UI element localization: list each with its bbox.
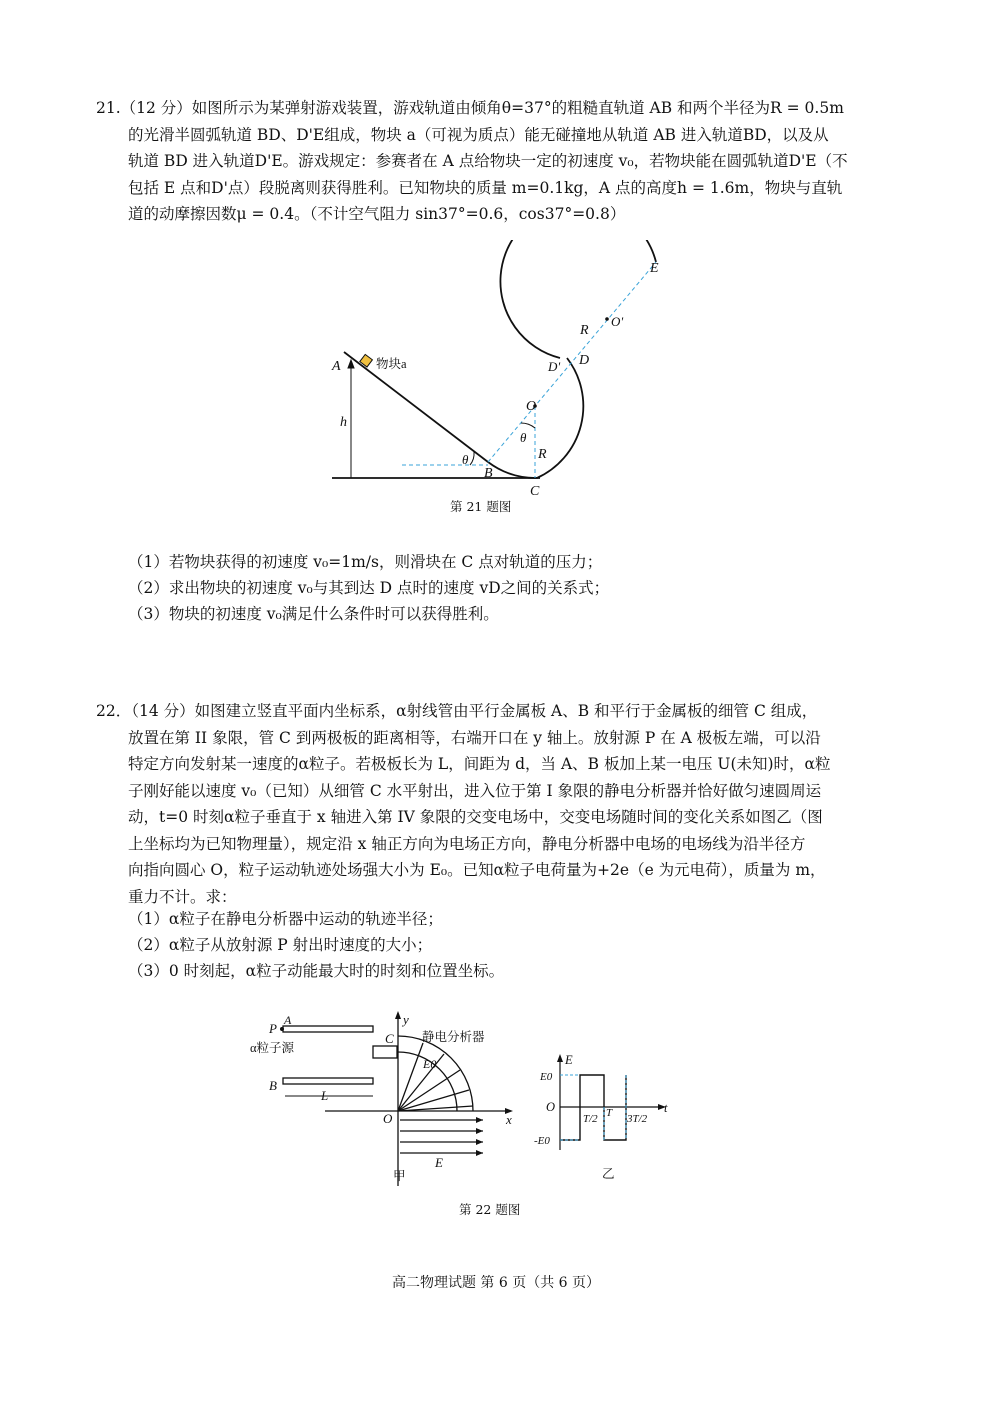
q22-line: 放置在第 II 象限，管 C 到两极板的距离相等，右端开口在 y 轴上。放射源 P 在 A 极板左端，可以沿 [128,728,821,747]
q22-line: 子刚好能以速度 v₀（已知）从细管 C 水平射出，进入位于第 I 象限的静电分析器并恰好做匀速圆周运 [128,781,822,800]
label-half-t: T/2 [583,1113,598,1125]
label-r-lower: R [538,447,547,462]
label-e0: E0 [540,1071,553,1083]
label-origin: O [546,1100,556,1114]
source-p [280,1027,284,1031]
plate-b [283,1078,373,1084]
q21-line: 21.（12 分）如图所示为某弹射游戏装置，游戏轨道由倾角θ=37°的粗糙直轨道 AB 和两个半径为R = 0.5m [96,99,844,117]
label-theta-b: θ [462,452,469,467]
label-theta-o: θ [520,430,527,445]
label-analyzer: 静电分析器 [422,1030,485,1044]
q21-line: 的光滑半圆弧轨道 BD、D'E组成，物块 a（可视为质点）能无碰撞地从轨道 AB 进入轨道BD，以及从 [128,125,829,144]
label-d: D [579,353,590,368]
label-plate-b: B [269,1078,277,1093]
label-x: x [506,1112,512,1127]
q21-question-1: （1）若物块获得的初速度 v₀=1m/s，则滑块在 C 点对轨道的压力； [128,553,603,571]
label-c: C [530,484,540,499]
q21-caption: 第 21 题图 [450,499,512,514]
label-b: B [484,466,493,481]
q22-line: 重力不计。求： [128,887,237,906]
q21-line: 轨道 BD 进入轨道D'E。游戏规定：参赛者在 A 点给物块一定的初速度 v₀，若物块能在圆弧轨道D'E（不 [128,152,848,170]
label-e: E [650,261,659,276]
label-e: E [435,1155,443,1170]
q21-stem [96,95,900,228]
q22-question-3: （3）0 时刻起，α粒子动能最大时的时刻和位置坐标。 [128,962,505,980]
incline-ab [344,352,488,462]
q21-question-3: （3）物块的初速度 v₀满足什么条件时可以获得胜利。 [128,605,499,623]
q21-line: 道的动摩擦因数μ = 0.4。（不计空气阻力 sin37°=0.6，cos37°=0.8） [128,205,626,223]
label-e0: E0 [423,1057,437,1071]
q22-line: 上坐标均为已知物理量），规定沿 x 轴正方向为电场正方向，静电分析器中电场的电场线为沿半径方 [128,834,806,853]
q22-question-2: （2）α粒子从放射源 P 射出时速度的大小； [128,936,433,954]
caption-yi: 乙 [602,1167,615,1180]
q21-question-2: （2）求出物块的初速度 v₀与其到达 D 点时的速度 vD之间的关系式； [128,579,610,597]
q22-stem [96,698,900,910]
label-source: α粒子源 [250,1041,295,1055]
q22-line: 特定方向发射某一速度的α粒子。若极板长为 L，间距为 d，当 A、B 板加上某一电压 U(未知)时，α粒 [128,755,831,773]
caption-jia: 甲 [393,1169,406,1183]
label-y: y [403,1012,409,1027]
arc-bcd [488,358,583,478]
label-d-prime: D' [548,359,561,374]
label-e-axis: E [565,1053,573,1067]
label-c: C [385,1031,394,1046]
label-three-half-t: 3T/2 [627,1113,648,1125]
q22-figure-right [530,1050,680,1180]
height-arrow [348,360,354,368]
label-l: L [321,1088,329,1103]
dashed-diameter [488,262,656,462]
angle-theta-o [521,423,535,428]
label-o: O [383,1111,393,1126]
label-o-prime: O' [611,314,624,329]
y-axis-arrow [395,1011,401,1019]
label-t: T [606,1107,613,1119]
label-o: O [526,399,537,414]
q22-line: 向指向圆心 O，粒子运动轨迹处场强大小为 E₀。已知α粒子电荷量为+2e（e 为元电荷），质量为 m， [128,861,826,879]
label-a: A [332,359,341,374]
q22-line: 22．（14 分）如图建立竖直平面内坐标系，α射线管由平行金属板 A、B 和平行于金属板的细管 C 组成， [96,702,818,720]
arc-de [500,240,656,358]
label-neg-e0: -E0 [534,1135,550,1147]
label-plate-a: A [284,1013,292,1027]
q22-line: 动，t=0 时刻α粒子垂直于 x 轴进入第 IV 象限的交变电场中，交变电场随时间的变化关系如图乙（图 [128,808,823,826]
label-r-upper: R [580,323,589,338]
q21-figure [320,240,700,510]
tube-c [373,1046,397,1058]
label-block-a: 物块a [376,357,407,371]
q21-line: 包括 E 点和D'点）段脱离则获得胜利。已知物块的质量 m=0.1kg，A 点的高度h = 1.6m，物块与直轨 [128,178,843,197]
q22-figure-left [245,1010,530,1190]
q22-caption: 第 22 题图 [459,1202,521,1217]
angle-theta-b [470,452,474,465]
q22-question-1: （1）α粒子在静电分析器中运动的轨迹半径； [128,910,443,928]
page-footer: 高二物理试题 第 6 页（共 6 页） [391,1275,601,1291]
plate-a [283,1026,373,1032]
label-t-axis: t [664,1101,668,1115]
center-o-prime [605,317,609,321]
label-h: h [340,415,347,430]
label-p: P [269,1021,277,1036]
